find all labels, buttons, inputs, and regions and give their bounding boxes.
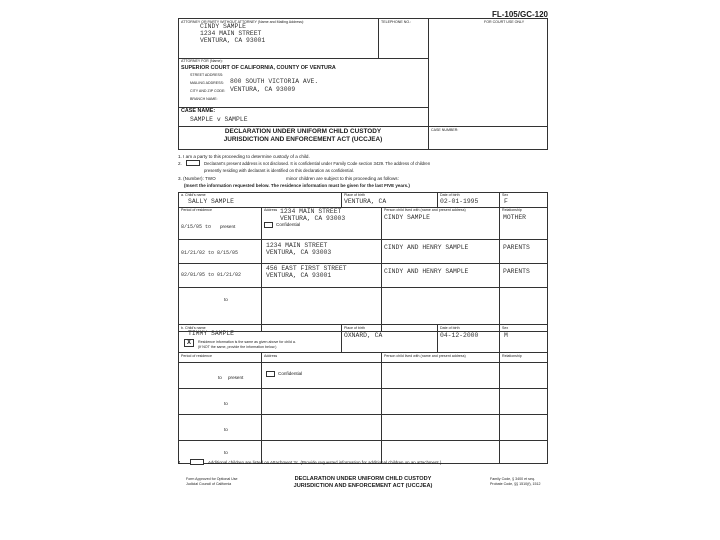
item-3-number: 3. (Number): TWO xyxy=(178,176,216,181)
footer-right-2: Probate Code, §§ 1510(f), 1512 xyxy=(490,482,541,486)
child-b-rule-1 xyxy=(178,352,548,353)
child-a-dob-caption: Date of birth xyxy=(440,193,460,197)
child-b-relationship-caption: Relationship xyxy=(502,354,522,358)
form-number: FL-105/GC-120 xyxy=(491,10,548,19)
child-b-same-checkbox[interactable]: X xyxy=(184,339,194,347)
item-2-text-a: Declarant's present address is not disclosed. It is confidential under Family Code section 3429. The address of children xyxy=(204,161,431,166)
child-a-col-pob xyxy=(341,192,342,207)
child-a-confidential-label: Confidential xyxy=(276,222,301,227)
child-a-dob: 02-01-1995 xyxy=(440,198,479,205)
header-divider xyxy=(428,18,429,150)
party-name: CINDY SAMPLE xyxy=(200,23,247,30)
branch-caption: BRANCH NAME: xyxy=(190,97,218,101)
mailing-value: 800 SOUTH VICTORIA AVE. xyxy=(230,78,319,85)
child-a-r1-person: CINDY SAMPLE xyxy=(384,214,431,221)
item-1: 1. I am a party to this proceeding to determine custody of a child. xyxy=(178,154,310,159)
child-b-col-person xyxy=(381,352,382,464)
city-caption: CITY AND ZIP CODE: xyxy=(190,89,226,93)
child-a-rule-1 xyxy=(178,207,548,208)
child-a-col-dob xyxy=(437,192,438,207)
item-2-number: 2. xyxy=(178,161,182,166)
child-b-confidential-label: Confidential xyxy=(278,371,303,376)
child-a-r2-address2: VENTURA, CA 93003 xyxy=(266,249,332,256)
case-name-caption: CASE NAME: xyxy=(181,108,216,114)
child-a-r1-present: present xyxy=(220,224,236,229)
child-b-col-relationship xyxy=(499,352,500,464)
child-a-relationship-caption: Relationship xyxy=(502,208,522,212)
child-b-address-caption: Address xyxy=(264,354,278,358)
child-b-col-sex xyxy=(499,324,500,352)
child-a-r3-address2: VENTURA, CA 93001 xyxy=(266,272,332,279)
item-2-checkbox[interactable] xyxy=(186,160,200,166)
child-b-col-dob xyxy=(437,324,438,352)
footer-left-2: Judicial Council of California xyxy=(186,482,232,486)
child-a-r1-period: 8/15/05 to xyxy=(181,224,212,230)
footer-title-1: DECLARATION UNDER UNIFORM CHILD CUSTODY xyxy=(294,476,432,482)
child-b-person-caption: Person child lived with (name and present address) xyxy=(384,354,466,358)
child-b-r3-to: to xyxy=(224,427,228,432)
child-b-rule-5 xyxy=(178,440,548,441)
child-a-col-sex xyxy=(499,192,500,207)
form-title-line2: JURISDICTION AND ENFORCEMENT ACT (UCCJEA) xyxy=(223,136,383,143)
child-a-col-person xyxy=(381,207,382,332)
item-4-checkbox[interactable] xyxy=(190,459,204,465)
child-b-rule-4 xyxy=(178,414,548,415)
child-a-sex: F xyxy=(504,198,508,205)
telephone-caption: TELEPHONE NO.: xyxy=(381,20,412,24)
header-rule-2 xyxy=(178,107,428,108)
child-b-r1-present: present xyxy=(228,375,244,380)
party-city: VENTURA, CA 93001 xyxy=(200,37,266,44)
item-4-text: Additional children are listed on Attachment 3c. (Provide requested information for additional children on an attachment.) xyxy=(208,460,442,465)
child-a-sex-caption: Sex xyxy=(502,193,509,197)
footer-title-2: JURISDICTION AND ENFORCEMENT ACT (UCCJEA) xyxy=(293,483,433,489)
child-a-r2-period: 01/21/02 to 8/15/05 xyxy=(181,250,239,256)
form-title-line1: DECLARATION UNDER UNIFORM CHILD CUSTODY xyxy=(224,128,382,135)
child-a-r3-relationship: PARENTS xyxy=(503,268,530,275)
child-a-confidential-checkbox[interactable] xyxy=(264,222,273,228)
child-b-dob-caption: Date of birth xyxy=(440,326,460,330)
child-a-r2-relationship: PARENTS xyxy=(503,244,530,251)
street-caption: STREET ADDRESS: xyxy=(190,73,224,77)
child-b-pob-caption: Place of birth xyxy=(344,326,365,330)
telephone-divider xyxy=(378,18,379,58)
child-a-address-caption: Address xyxy=(264,208,278,212)
child-b-r1-to: to xyxy=(218,375,222,380)
ucc-jea-form xyxy=(178,10,548,490)
child-b-confidential-checkbox[interactable] xyxy=(266,371,275,377)
case-number-caption: CASE NUMBER: xyxy=(431,128,459,132)
case-name-value: SAMPLE v SAMPLE xyxy=(190,116,248,123)
child-a-col-address xyxy=(261,207,262,332)
child-a-name: SALLY SAMPLE xyxy=(188,198,235,205)
item-4-number: 4. xyxy=(178,460,182,465)
child-b-name: TIMMY SAMPLE xyxy=(188,330,235,337)
child-a-person-caption: Person child lived with (name and present address) xyxy=(384,208,466,212)
child-a-period-caption: Period of residence xyxy=(181,208,212,212)
footer-left-1: Form Approved for Optional Use xyxy=(186,477,238,481)
child-a-r2-person: CINDY AND HENRY SAMPLE xyxy=(384,244,469,251)
attorney-for-caption: ATTORNEY FOR (Name): xyxy=(181,59,223,63)
child-a-table xyxy=(178,192,548,332)
child-a-r1-relationship: MOTHER xyxy=(503,214,527,221)
child-a-pob: VENTURA, CA xyxy=(344,198,387,205)
child-a-r3-address1: 456 EAST FIRST STREET xyxy=(266,265,347,272)
child-a-rule-2 xyxy=(178,239,548,240)
child-b-r4-to: to xyxy=(224,450,228,455)
court-use-caption: FOR COURT USE ONLY xyxy=(484,20,525,24)
child-b-rule-3 xyxy=(178,388,548,389)
item-3-instructions: (Insert the information requested below. The residence information must be given for the last FIVE years.) xyxy=(184,183,410,188)
child-a-col-relationship xyxy=(499,207,500,332)
child-b-sex: M xyxy=(504,332,508,339)
child-a-r1-address2: VENTURA, CA 93003 xyxy=(280,215,346,222)
child-b-name-caption: b. Child's name xyxy=(181,326,206,330)
child-b-same-info-a: Residence information is the same as given above for child a. xyxy=(198,340,296,344)
child-b-rule-2 xyxy=(178,362,548,363)
child-b-pob: OXNARD, CA xyxy=(344,332,383,339)
child-b-dob: 04-12-2000 xyxy=(440,332,479,339)
header-rule-3 xyxy=(178,126,548,127)
child-a-r1-address1: 1234 MAIN STREET xyxy=(280,208,342,215)
child-a-r4-to: to xyxy=(224,297,228,302)
child-b-same-info-b: (If NOT the same, provide the information below.) xyxy=(198,345,277,349)
child-b-col-address xyxy=(261,352,262,464)
attorney-caption: ATTORNEY OR PARTY WITHOUT ATTORNEY (Name and Mailing Address): xyxy=(181,20,305,24)
child-b-sex-caption: Sex xyxy=(502,326,509,330)
child-a-rule-3 xyxy=(178,263,548,264)
party-street: 1234 MAIN STREET xyxy=(200,30,262,37)
child-a-rule-4 xyxy=(178,287,548,288)
item-3-text: minor children are subject to this proceeding as follows: xyxy=(286,176,399,181)
child-a-name-caption: a. Child's name xyxy=(181,193,206,197)
footer-right-1: Family Code, § 3400 et seq. xyxy=(490,477,535,481)
court-name: SUPERIOR COURT OF CALIFORNIA, COUNTY OF VENTURA xyxy=(181,65,336,71)
child-a-pob-caption: Place of birth xyxy=(344,193,365,197)
child-a-r3-person: CINDY AND HENRY SAMPLE xyxy=(384,268,469,275)
child-a-r3-period: 02/01/95 to 01/21/02 xyxy=(181,272,242,278)
mailing-caption: MAILING ADDRESS: xyxy=(190,81,224,85)
child-b-r2-to: to xyxy=(224,401,228,406)
child-b-col-pob xyxy=(341,324,342,352)
child-a-r2-address1: 1234 MAIN STREET xyxy=(266,242,328,249)
item-2-text-b: presently residing with declarant is identified on this declaration as confidential. xyxy=(204,168,354,173)
child-b-period-caption: Period of residence xyxy=(181,354,212,358)
city-value: VENTURA, CA 93009 xyxy=(230,86,296,93)
